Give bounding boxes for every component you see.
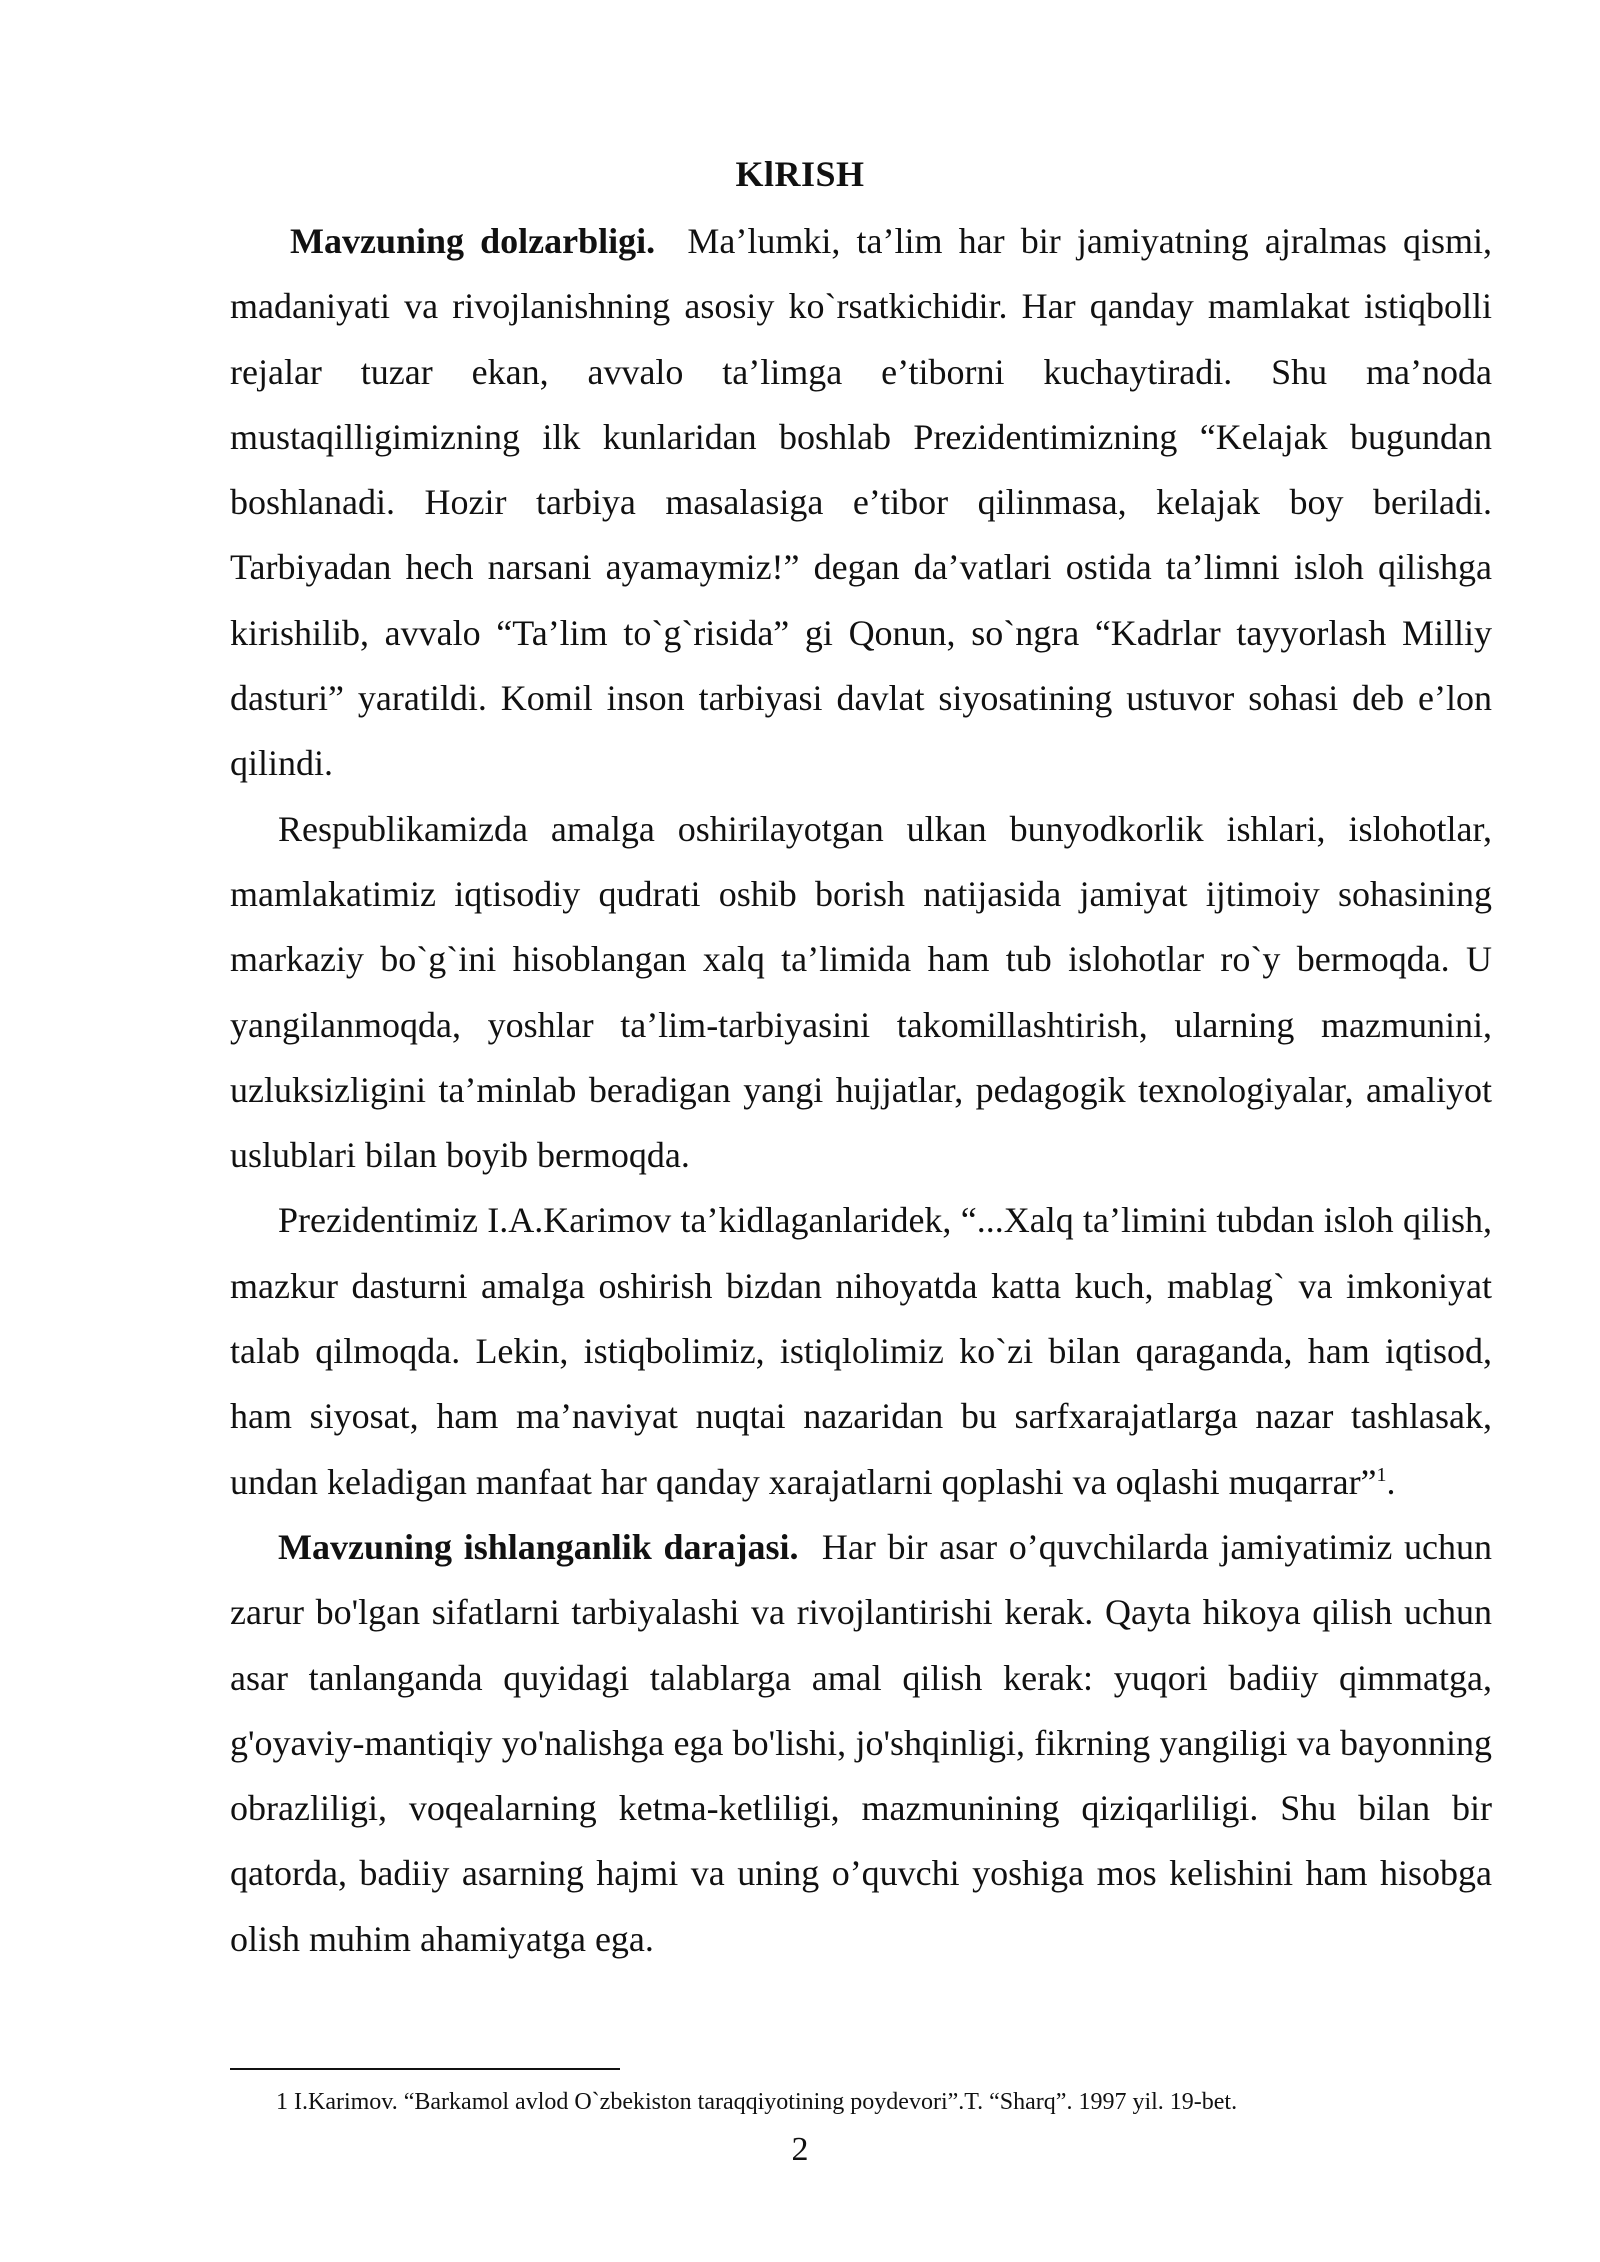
page-number: 2: [791, 2131, 809, 2168]
paragraph-tail: .: [1386, 1461, 1396, 1502]
paragraph-quote: [230, 1188, 1492, 1514]
paragraph-text: Prezidentimiz I.A.Karimov ta’kidlaganlaridek, “...Xalq ta’limini tubdan isloh qilish, mazkur dasturni amalga oshirish bizdan nihoyatda katta kuch, mablag` va imkoniyat talab qilmoqda. Lekin, istiqbolimiz, istiqlolimiz ko`zi bilan qaraganda, ham iqtisod, ham siyosat, ham ma’naviyat nuqtai nazaridan bu sarfxarajatlarga nazar tashlasak, undan keladigan manfaat har qanday xarajatlarni qoplashi va oqlashi muqarrar”: [230, 1200, 1492, 1502]
paragraph-text: Respublikamizda amalga oshirilayotgan ulkan bunyodkorlik ishlari, islohotlar, mamlakatimiz iqtisodiy qudrati oshib borish natijasida jamiyat ijtimoiy sohasining markaziy bo`g`ini hisoblangan xalq ta’limida ham tub islohotlar ro`y bermoqda. U yangilanmoqda, yoshlar ta’lim-tarbiyasini takomillashtirish, ularning mazmunini, uzluksizligini ta’minlab beradigan yangi hujjatlar, pedagogik texnologiyalar, amaliyot uslublari bilan boyib bermoqda.: [230, 808, 1492, 1176]
paragraph-development-degree: [230, 1515, 1492, 1972]
footnote: 1 I.Karimov. “Barkamol avlod O`zbekiston taraqqiyotining poydevori”.T. “Sharq”. 1997 yil. 19-bet.: [276, 2089, 1238, 2115]
paragraph-lead: Mavzuning ishlanganlik darajasi.: [278, 1526, 799, 1567]
paragraph-relevance: [230, 209, 1492, 797]
paragraph-lead: Mavzuning dolzarbligi.: [290, 221, 656, 261]
footnote-reference[interactable]: 1: [1376, 1463, 1387, 1486]
paragraph-text: Ma’lumki, ta’lim har bir jamiyatning ajralmas qismi, madaniyati va rivojlanishning asosiy ko`rsatkichidir. Har qanday mamlakat istiqbolli rejalar tuzar ekan, avvalo ta’limga e’tiborni kuchaytiradi. Shu ma’noda mustaqilligimizning ilk kunlaridan boshlab Prezidentimizning “Kelajak bugundan boshlanadi. Hozir tarbiya masalasiga e’tibor qilinmasa, kelajak boy beriladi. Tarbiyadan hech narsani ayamaymiz!” degan da’vatlari ostida ta’limni isloh qilishga kirishilib, avvalo “Ta’lim to`g`risida” gi Qonun, so`ngra “Kadrlar tayyorlash Milliy dasturi” yaratildi. Komil inson tarbiyasi davlat siyosatining ustuvor sohasi deb e’lon qilindi.: [230, 221, 1492, 784]
body-text: [230, 209, 1492, 1972]
footnote-separator: [230, 2068, 620, 2070]
section-heading: KlRISH: [735, 154, 865, 194]
paragraph-text: Har bir asar o’quvchilarda jamiyatimiz uchun zarur bo'lgan sifatlarni tarbiyalashi va rivojlantirishi kerak. Qayta hikoya qilish uchun asar tanlanganda quyidagi talablarga amal qilish kerak: yuqori badiiy qimmatga, g'oyaviy-mantiqiy yo'nalishga ega bo'lishi, jo'shqinligi, fikrning yangiligi va bayonning obrazliligi, voqealarning ketma-ketliligi, mazmunining qiziqarliligi. Shu bilan bir qatorda, badiiy asarning hajmi va uning o’quvchi yoshiga mos kelishini ham hisobga olish muhim ahamiyatga ega.: [230, 1526, 1492, 1959]
paragraph-reforms: [230, 797, 1492, 1189]
